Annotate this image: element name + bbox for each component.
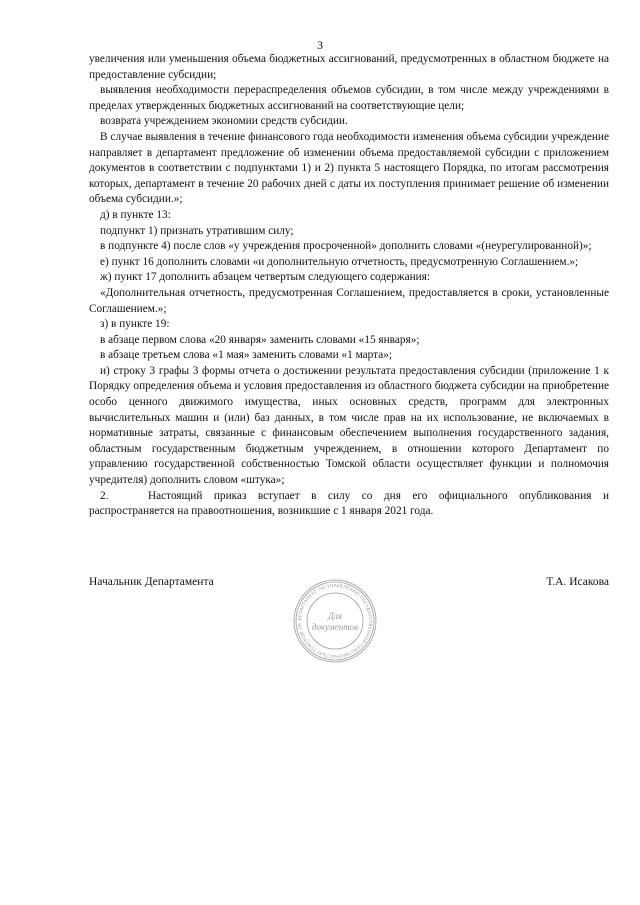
stamp-line-1: Для: [328, 611, 342, 621]
stamp-ring: [296, 582, 374, 660]
item-number: 2.: [100, 489, 109, 502]
page-number: 3: [317, 38, 323, 52]
paragraph: в абзаце третьем слова «1 мая» заменить словами «1 марта»;: [100, 349, 393, 362]
paragraph: д) в пункте 13:: [100, 208, 171, 221]
signature-name: Т.А. Исакова: [546, 576, 609, 588]
numbered-item: [89, 489, 609, 520]
paragraph: в подпункте 4) после слов «у учреждения просроченной» дополнить словами «(неурегулированной)»;: [100, 240, 592, 253]
item-text: Настоящий приказ вступает в силу со дня его официального опубликования и распространяется на правоотношения, возникшие с 1 января 2021 года.: [89, 489, 609, 518]
signature-position: Начальник Департамента: [89, 576, 214, 588]
paragraph: возврата учреждением экономии средств субсидии.: [100, 115, 348, 128]
paragraph: и) строку 3 графы 3 формы отчета о достижении результата предоставления субсидии (приложение 1 к Порядку определения объема и условия предоставления из областного бюджета субсидии на приобретение особо ценного движимого имущества, иных основных средств, программ для электронных вычислительных машин и (или) баз данных, в том числе прав на их использование, не включаемых в нормативные затраты, связанные с финансовым обеспечением выполнения государственного задания, областным государственным бюджетным учреждением, в отношении которого Департамент по управлению государственной собственностью Томской области осуществляет функции и полномочия учредителя) дополнить словом «штука»;: [89, 364, 609, 487]
stamp-inner-ring: [307, 593, 363, 649]
paragraph: «Дополнительная отчетность, предусмотренная Соглашением, предоставляется в сроки, установленные Соглашением.»;: [89, 286, 609, 315]
stamp-line-2: документов: [311, 622, 359, 632]
paragraph: увеличения или уменьшения объема бюджетных ассигнований, предусмотренных в областном бюджете на предоставление субсидии;: [89, 53, 609, 81]
paragraph: ж) пункт 17 дополнить абзацем четвертым следующего содержания:: [100, 271, 431, 284]
paragraph: выявления необходимости перераспределения объемов субсидии, в том числе между учреждениями в пределах утвержденных бюджетных ассигнований на соответствующие цели;: [89, 84, 609, 112]
paragraph: подпункт 1) признать утратившим силу;: [100, 224, 294, 237]
paragraph: е) пункт 16 дополнить словами «и дополнительную отчетность, предусмотренную Соглашением.»;: [100, 255, 579, 268]
paragraph: В случае выявления в течение финансового года необходимости изменения объема субсидии учреждение направляет в департамент предложение об изменении объема предоставляемой субсидии с приложением документов в соответствии с подпунктами 1) и 2) пункта 5 настоящего Порядка, по итогам рассмотрения которых, департамент в течение 20 рабочих дней с даты их поступления принимает решение об изменении объема субсидии.»;: [89, 130, 609, 206]
paragraph: з) в пункте 19:: [100, 318, 170, 331]
document-body: [89, 52, 609, 520]
official-stamp: [292, 578, 378, 664]
stamp-ring-text: ДЕПАРТАМЕНТ ПО УПРАВЛЕНИЮ ГОСУДАРСТВЕННОЙ СОБСТВЕННОСТЬЮ ТОМСКОЙ ОБ: [296, 582, 374, 660]
paragraph: в абзаце первом слова «20 января» заменить словами «15 января»;: [100, 333, 420, 346]
stamp-outer-ring: [294, 580, 376, 662]
